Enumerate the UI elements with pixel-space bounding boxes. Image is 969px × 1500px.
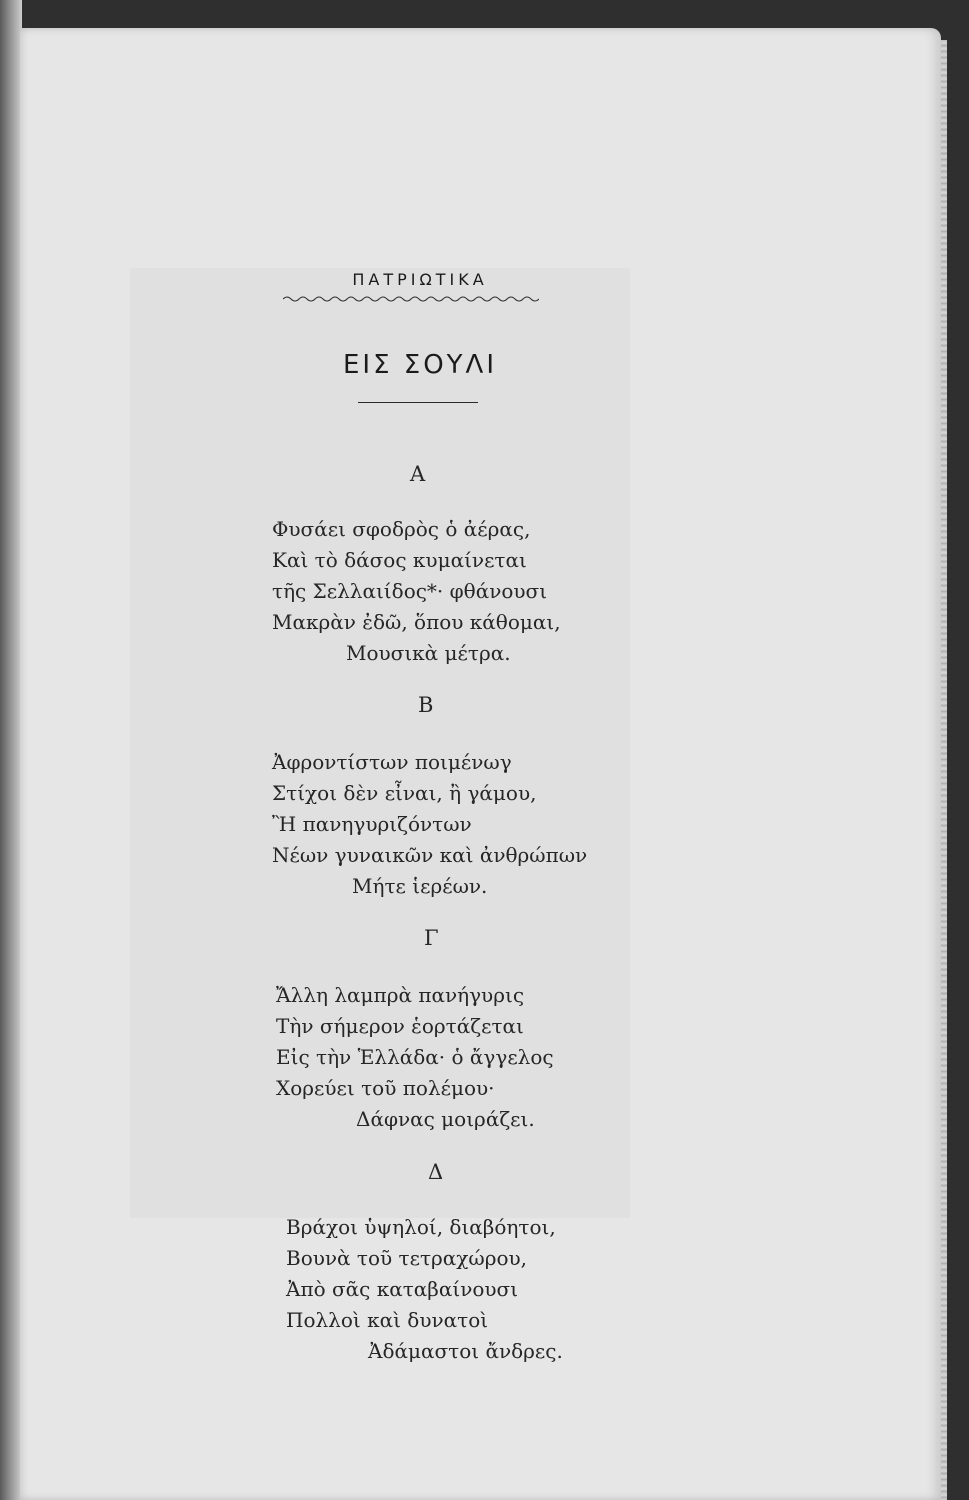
verse-line: Εἰς τὴν Ἑλλάδα· ὁ ἄγγελος — [276, 1045, 554, 1069]
verse-line: Δάφνας μοιράζει. — [356, 1107, 535, 1131]
title-rule — [358, 402, 478, 403]
verse-line: Μουσικὰ μέτρα. — [346, 641, 511, 665]
poem-title: ΕΙΣ ΣΟΥΛΙ — [342, 350, 498, 380]
stanza-number: Β — [418, 693, 434, 717]
wavy-underline — [283, 294, 539, 304]
verse-line: Βράχοι ὑψηλοί, διαβόητοι, — [286, 1215, 556, 1239]
verse-line: Μακρὰν ἐδῶ, ὅπου κάθομαι, — [272, 610, 561, 634]
verse-line: Καὶ τὸ δάσος κυμαίνεται — [272, 548, 527, 572]
verse-line: Πολλοὶ καὶ δυνατοὶ — [286, 1308, 489, 1332]
verse-line: Ἀπὸ σᾶς καταβαίνουσι — [286, 1277, 519, 1301]
verse-line: Βουνὰ τοῦ τετραχώρου, — [286, 1246, 528, 1270]
verse-line: Ἀφροντίστων ποιμένωγ — [272, 750, 512, 774]
verse-line: Ἢ πανηγυριζόντων — [272, 812, 472, 836]
verse-line: Τὴν σήμερον ἑορτάζεται — [276, 1014, 524, 1038]
verse-line: Φυσάει σφοδρὸς ὁ ἀέρας, — [272, 517, 531, 541]
verse-line: Μήτε ἱερέων. — [352, 874, 488, 898]
verse-line: Νέων γυναικῶν καὶ ἀνθρώπων — [272, 843, 588, 867]
verse-line: Ἀδάμαστοι ἄνδρες. — [368, 1339, 563, 1363]
verse-line: Χορεύει τοῦ πολέμου· — [276, 1076, 495, 1100]
verse-line: Ἄλλη λαμπρὰ πανήγυρις — [276, 983, 525, 1007]
verse-line: τῆς Σελλαιίδος*· φθάνουσι — [272, 579, 548, 603]
verse-line: Στίχοι δὲν εἶναι, ἢ γάμου, — [272, 781, 537, 805]
stanza-number: Δ — [428, 1160, 444, 1184]
stanza-number: Α — [410, 462, 426, 486]
section-title: ΠΑΤΡΙΩΤΙΚΑ — [352, 270, 488, 289]
stanza-number: Γ — [424, 926, 439, 950]
binding-edge — [0, 0, 22, 1500]
